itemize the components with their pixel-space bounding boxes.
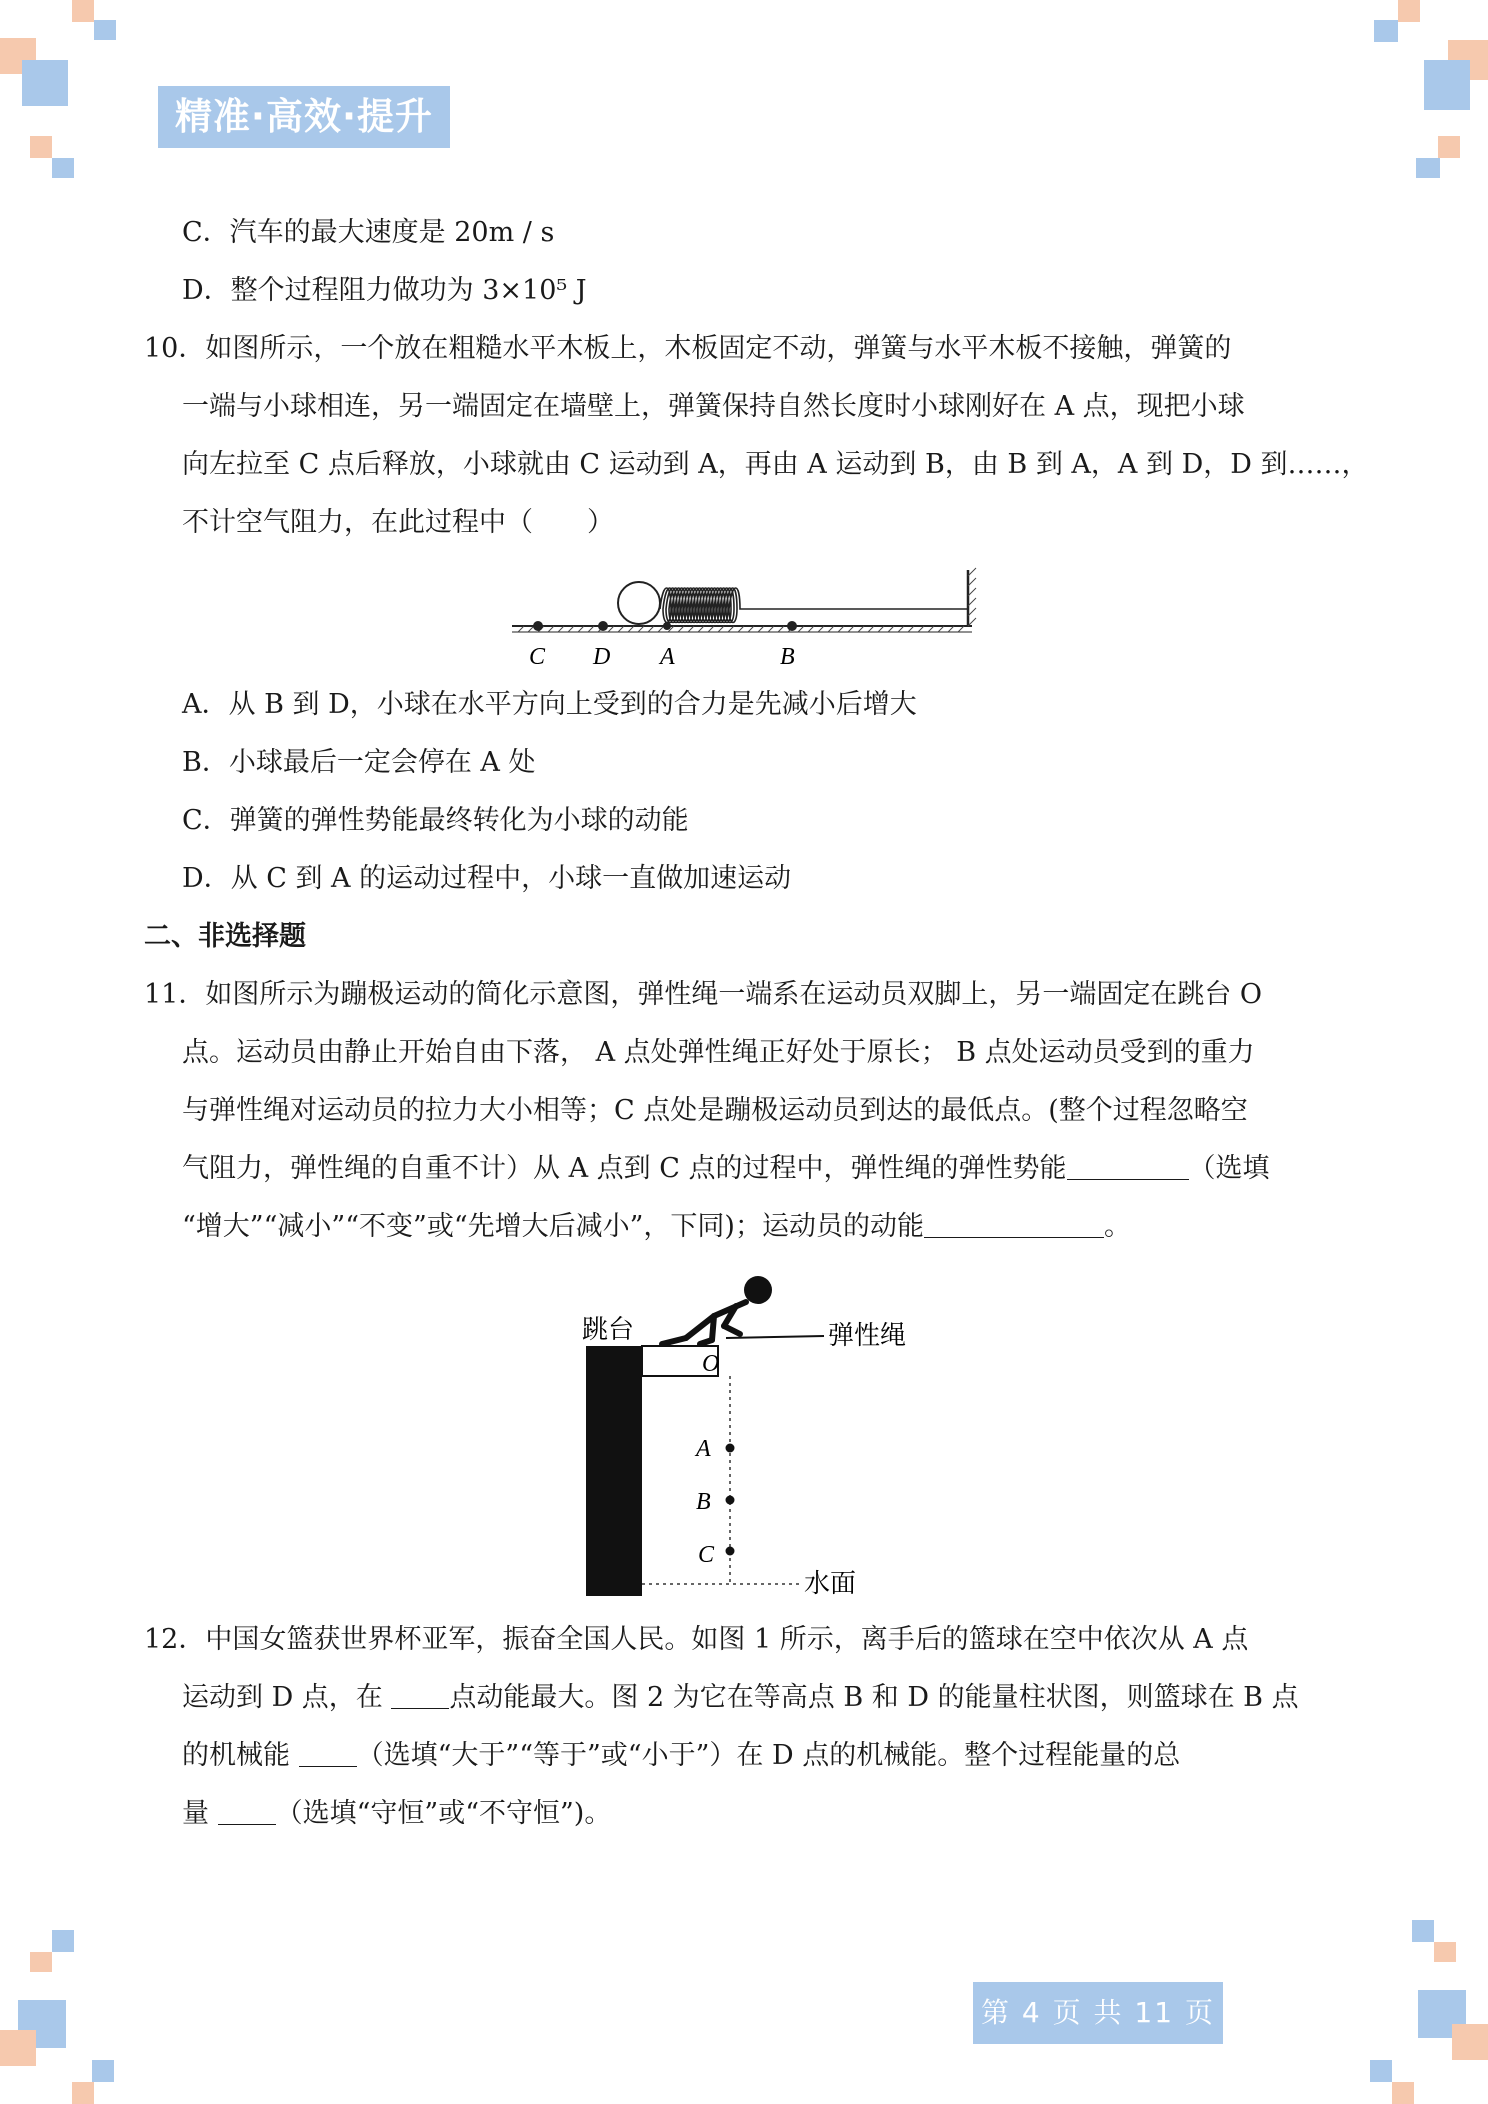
wall xyxy=(952,568,976,626)
platform-tower xyxy=(586,1346,642,1596)
q12-stem-line-3: 的机械能 （选填“大于”“等于”或“小于”）在 D 点的机械能。整个过程能量的总 xyxy=(182,1740,1181,1771)
answer-blank-3[interactable] xyxy=(391,1682,449,1709)
point-o-label: O xyxy=(702,1351,720,1377)
label-d: D xyxy=(593,644,611,670)
q9-option-c: C．汽车的最大速度是 20m / s xyxy=(182,217,555,248)
point-c-dot xyxy=(726,1547,735,1556)
answer-blank-5[interactable] xyxy=(218,1798,276,1825)
q10-option-a: A．从 B 到 D，小球在水平方向上受到的合力是先减小后增大 xyxy=(182,689,917,720)
ball xyxy=(618,582,660,624)
point-d-dot xyxy=(598,621,608,631)
water-label: 水面 xyxy=(804,1569,857,1599)
answer-blank-2[interactable] xyxy=(924,1211,1104,1238)
q11-stem-line-2: 点。运动员由静止开始自由下落， A 点处弹性绳正好处于原长； B 点处运动员受到的重力 xyxy=(182,1037,1255,1068)
section-heading: 二、非选择题 xyxy=(144,921,306,952)
q10-stem-line-2: 一端与小球相连，另一端固定在墙壁上，弹簧保持自然长度时小球刚好在 A 点，现把小球 xyxy=(182,391,1245,422)
point-a-dot xyxy=(663,622,671,630)
ground-board xyxy=(512,626,972,632)
rope-label: 弹性绳 xyxy=(828,1321,907,1351)
point-a-label: A xyxy=(696,1436,711,1462)
spring-coil xyxy=(660,588,952,623)
label-b: B xyxy=(780,644,795,670)
point-a-dot xyxy=(726,1444,735,1453)
point-c-label: C xyxy=(698,1542,715,1568)
q11-stem-line-3: 与弹性绳对运动员的拉力大小相等；C 点处是蹦极运动员到达的最低点。(整个过程忽略空 xyxy=(182,1095,1248,1126)
q9-option-d: D．整个过程阻力做功为 3×10⁵ J xyxy=(182,275,587,306)
point-b-dot xyxy=(726,1496,735,1505)
q10-option-c: C．弹簧的弹性势能最终转化为小球的动能 xyxy=(182,805,689,836)
label-c: C xyxy=(529,644,546,670)
platform-label: 跳台 xyxy=(582,1315,635,1345)
q10-option-d: D．从 C 到 A 的运动过程中，小球一直做加速运动 xyxy=(182,863,792,894)
point-b-dot xyxy=(787,621,797,631)
jumper-figure xyxy=(662,1276,772,1344)
q11-stem-line-1: 11．如图所示为蹦极运动的简化示意图，弹性绳一端系在运动员双脚上，另一端固定在跳台 O xyxy=(144,979,1263,1010)
label-a: A xyxy=(660,644,675,670)
q10-option-b: B．小球最后一定会停在 A 处 xyxy=(182,747,536,778)
q10-stem-line-1: 10．如图所示，一个放在粗糙水平木板上，木板固定不动，弹簧与水平木板不接触，弹簧的 xyxy=(144,333,1232,364)
page-number: 第 4 页 共 11 页 xyxy=(973,1982,1223,2044)
q11-stem-line-4: 气阻力，弹性绳的自重不计）从 A 点到 C 点的过程中，弹性绳的弹性势能 （选填 xyxy=(182,1153,1270,1184)
answer-blank-4[interactable] xyxy=(299,1740,357,1767)
point-c-dot xyxy=(533,621,543,631)
q12-stem-line-1: 12．中国女篮获世界杯亚军，振奋全国人民。如图 1 所示，离手后的篮球在空中依次从 A 点 xyxy=(144,1624,1249,1655)
brand-banner: 精准·高效·提升 xyxy=(158,86,450,148)
q10-stem-line-4: 不计空气阻力，在此过程中（ ） xyxy=(182,507,614,538)
q12-stem-line-2: 运动到 D 点，在 点动能最大。图 2 为它在等高点 B 和 D 的能量柱状图，则篮球在 B 点 xyxy=(182,1682,1299,1713)
q11-stem-line-5: “增大”“减小”“不变”或“先增大后减小”，下同)；运动员的动能 。 xyxy=(182,1211,1131,1242)
point-b-label: B xyxy=(696,1489,711,1515)
spring-figure xyxy=(512,560,982,675)
answer-blank-1[interactable] xyxy=(1067,1153,1189,1180)
q10-stem-line-3: 向左拉至 C 点后释放，小球就由 C 运动到 A，再由 A 运动到 B，由 B 到 A，A 到 D，D 到……， xyxy=(182,449,1369,480)
bungee-figure xyxy=(576,1268,916,1604)
q12-stem-line-4: 量 （选填“守恒”或“不守恒”)。 xyxy=(182,1798,612,1829)
